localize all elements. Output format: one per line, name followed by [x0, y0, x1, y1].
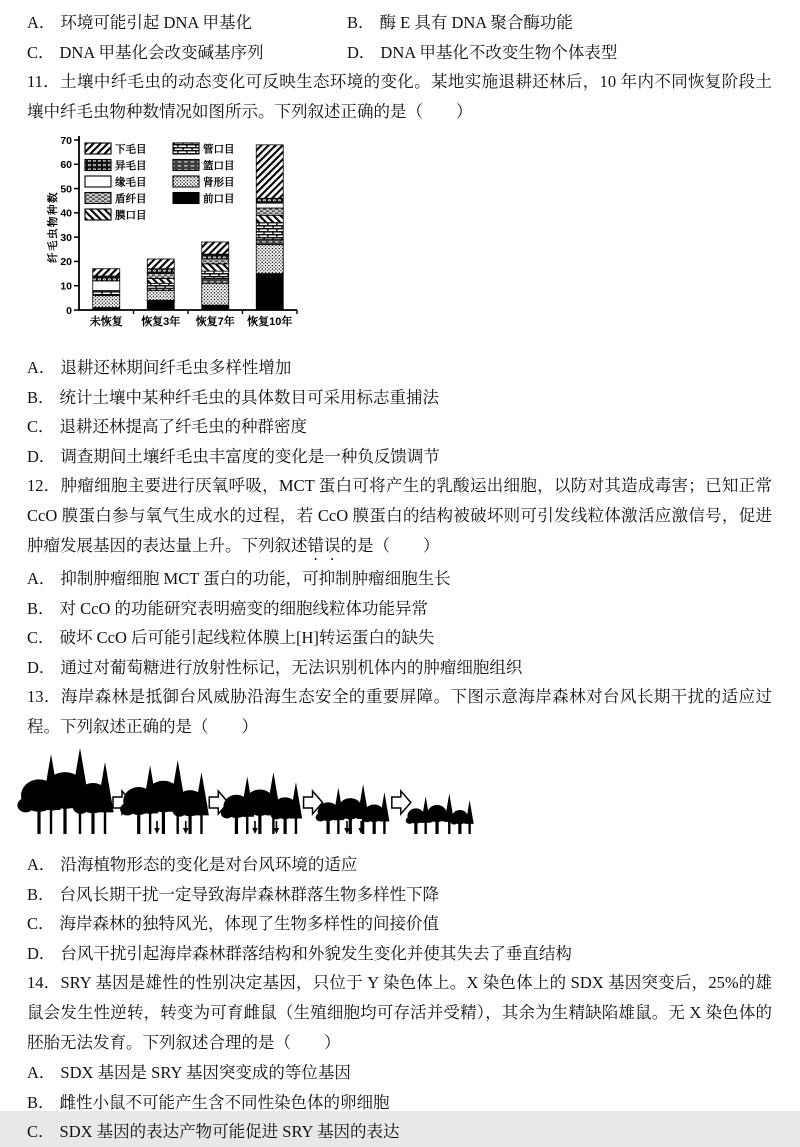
stem-text: 的是（ ）: [340, 536, 440, 555]
svg-text:10: 10: [60, 280, 72, 293]
option-text: DNA 甲基化不改变生物个体表型: [380, 42, 618, 62]
option-label: D．: [27, 446, 56, 466]
svg-text:70: 70: [60, 134, 72, 147]
prev-option-d: [347, 38, 772, 68]
q11-option-a: [27, 353, 772, 383]
svg-text:下毛目: 下毛目: [115, 143, 147, 156]
svg-text:恢复7年: 恢复7年: [195, 316, 235, 328]
question-13-stem: 13．海岸森林是抵御台风威胁沿海生态安全的重要屏障。下图示意海岸森林对台风长期干扰的适应过程。下列叙述正确的是（ ）: [27, 687, 772, 736]
option-label: C．: [27, 1122, 55, 1141]
prev-options-row-1: [27, 8, 772, 38]
q13-option-d: [27, 939, 772, 969]
svg-text:未恢复: 未恢复: [89, 316, 123, 328]
q13-option-b: [27, 880, 772, 910]
option-text: 台风干扰引起海岸森林群落结构和外貌发生变化并使其失去了垂直结构: [60, 943, 572, 963]
prev-options-row-2: [27, 38, 772, 68]
q11-option-d: [27, 442, 772, 472]
option-text: SDX 基因的表达产物可能促进 SRY 基因的表达: [59, 1122, 400, 1141]
option-label: C．: [27, 417, 55, 436]
option-label: D．: [347, 42, 376, 62]
svg-text:20: 20: [60, 256, 72, 269]
option-text: SDX 基因是 SRY 基因突变成的等位基因: [60, 1063, 351, 1082]
emphasized-word: 错误: [307, 536, 341, 555]
question-14-stem: 14．SRY 基因是雄性的性别决定基因，只位于 Y 染色体上。X 染色体上的 SDX 基因突变后，25%的雄鼠会发生性逆转，转变为可育雌鼠（生殖细胞均可存活并受精），其余为生精缺陷雄鼠。无 X 染色体的胚胎无法发育。下列叙述合理的是（ ）: [27, 973, 772, 1052]
prev-option-b: [347, 8, 772, 38]
forest-stages-illustration: [27, 750, 505, 842]
option-label: D．: [27, 657, 56, 677]
svg-text:盾纤目: 盾纤目: [115, 193, 147, 205]
option-label: A．: [27, 1063, 56, 1082]
option-text: 环境可能引起 DNA 甲基化: [60, 13, 253, 32]
q12-option-b: [27, 594, 772, 624]
option-label: B．: [27, 884, 55, 904]
svg-text:恢复10年: 恢复10年: [247, 316, 293, 328]
q12-option-a: [27, 564, 772, 594]
prev-option-c: [27, 38, 347, 68]
svg-text:肾形目: 肾形目: [203, 176, 235, 189]
svg-text:0: 0: [66, 304, 72, 317]
q12-option-d: [27, 653, 772, 683]
option-text: 对 CcO 的功能研究表明癌变的细胞线粒体功能异常: [59, 598, 429, 618]
prev-option-a: [27, 8, 347, 38]
q14-option-c: [27, 1117, 772, 1147]
question-11-stem: 11．土壤中纤毛虫的动态变化可反映生态环境的变化。某地实施退耕还林后，10 年内不同恢复阶段土壤中纤毛虫物种数情况如图所示。下列叙述正确的是（ ）: [27, 72, 772, 121]
option-text: 破坏 CcO 后可能引起线粒体膜上[H]转运蛋白的缺失: [59, 628, 435, 647]
option-text: 退耕还林提高了纤毛虫的种群密度: [59, 417, 308, 436]
q14-option-b: [27, 1088, 772, 1118]
option-label: A．: [27, 855, 56, 874]
option-text: 雌性小鼠不可能产生含不同性染色体的卵细胞: [59, 1092, 390, 1112]
option-text: 退耕还林期间纤毛虫多样性增加: [60, 358, 292, 377]
option-label: C．: [27, 628, 55, 647]
svg-text:管口目: 管口目: [203, 143, 235, 156]
svg-text:恢复3年: 恢复3年: [141, 316, 181, 328]
svg-text:50: 50: [60, 183, 72, 196]
stem-text: 12．肿瘤细胞主要进行厌氧呼吸，MCT 蛋白可将产生的乳酸运出细胞，以防对其造成毒害；已知正常 CcO 膜蛋白参与氧气生成水的过程，若 CcO 膜蛋白的结构被破坏则可引发线粒体激活应激信号，促进肿瘤发展基因的表达量上升。下列叙述: [27, 476, 772, 555]
q13-option-c: [27, 909, 772, 939]
option-label: D．: [27, 943, 56, 963]
svg-text:膜口目: 膜口目: [115, 209, 147, 222]
option-label: B．: [27, 598, 55, 618]
svg-text:缘毛目: 缘毛目: [115, 176, 147, 189]
stacked-bar-chart: [47, 132, 305, 340]
option-text: 统计土壤中某种纤毛虫的具体数目可采用标志重捕法: [59, 387, 440, 407]
q11-option-c: [27, 412, 772, 442]
svg-text:30: 30: [60, 231, 72, 244]
option-text: 调查期间土壤纤毛虫丰富度的变化是一种负反馈调节: [60, 446, 440, 466]
q11-option-b: [27, 383, 772, 413]
option-text: 酶 E 具有 DNA 聚合酶功能: [379, 13, 573, 32]
option-label: A．: [27, 13, 56, 32]
coastal-forest-adaptation-figure: [27, 750, 772, 847]
q14-option-a: [27, 1058, 772, 1088]
ciliate-species-chart-figure: [47, 132, 772, 345]
option-label: A．: [27, 358, 56, 377]
option-label: A．: [27, 569, 56, 588]
question-12-stem: [27, 471, 772, 564]
option-text: 抑制肿瘤细胞 MCT 蛋白的功能，可抑制肿瘤细胞生长: [60, 569, 451, 588]
option-label: C．: [27, 42, 55, 62]
q12-option-c: [27, 623, 772, 653]
option-label: B．: [347, 13, 375, 32]
option-text: 台风长期干扰一定导致海岸森林群落生物多样性下降: [59, 884, 440, 904]
svg-text:60: 60: [60, 159, 72, 172]
option-text: 沿海植物形态的变化是对台风环境的适应: [60, 855, 358, 874]
option-label: B．: [27, 1092, 55, 1112]
svg-text:40: 40: [60, 207, 72, 220]
svg-text:前口目: 前口目: [203, 193, 235, 205]
svg-text:纤毛虫物种数: 纤毛虫物种数: [47, 191, 59, 263]
svg-text:异毛目: 异毛目: [115, 160, 147, 172]
option-text: DNA 甲基化会改变碱基序列: [59, 42, 264, 62]
option-text: 通过对葡萄糖进行放射性标记，无法识别机体内的肿瘤细胞组织: [60, 657, 523, 677]
option-label: C．: [27, 914, 55, 933]
q13-option-a: [27, 850, 772, 880]
option-text: 海岸森林的独特风光，体现了生物多样性的间接价值: [59, 914, 440, 933]
svg-text:篮口目: 篮口目: [203, 160, 235, 172]
option-label: B．: [27, 387, 55, 407]
